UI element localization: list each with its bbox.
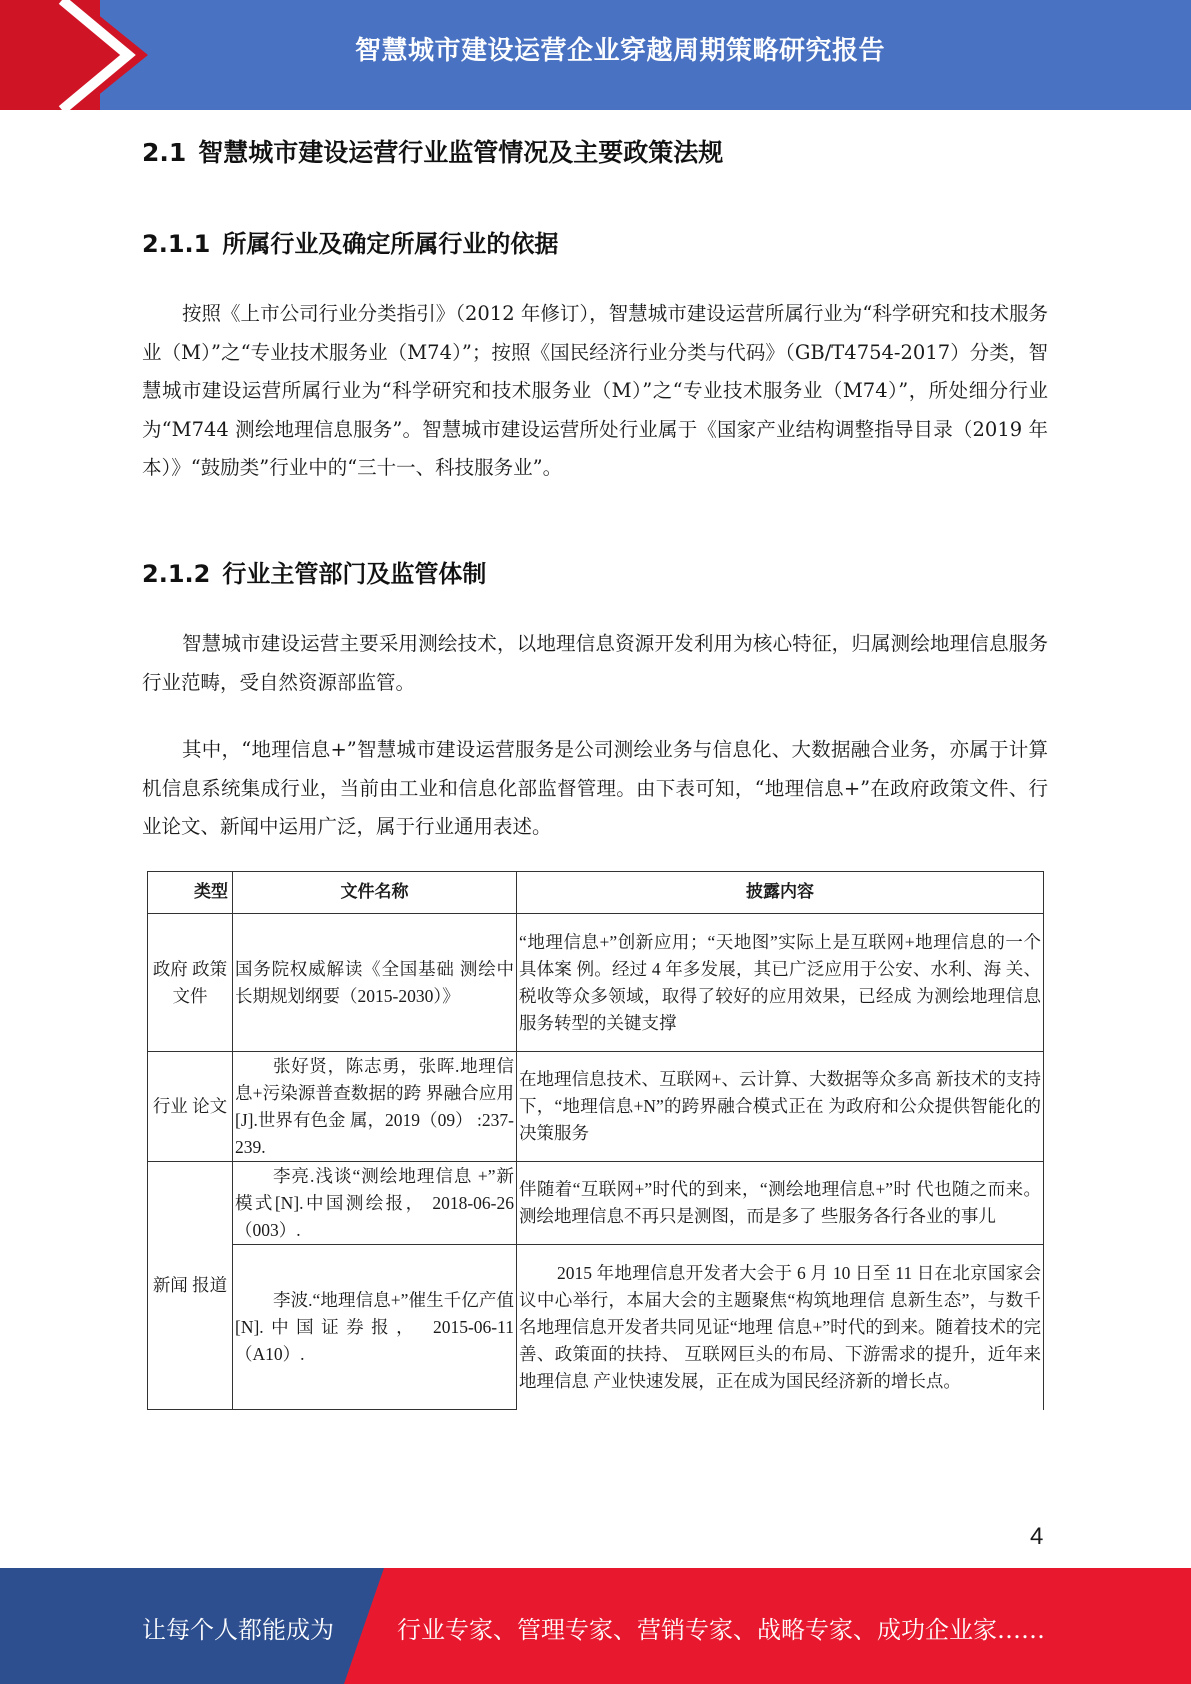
column-header-type: 类型 (148, 872, 233, 914)
cell-doc-name: 李亮.浅谈“测绘地理信息 +”新模式[N].中国测绘报， 2018-06-26 （003）. (233, 1162, 517, 1245)
section-number: 2.1 (142, 138, 187, 167)
cell-doc-name: 张好贤，陈志勇，张晖.地理信息+污染源普查数据的跨 界融合应用[J].世界有色金 属，2019（09） :237-239. (233, 1052, 517, 1162)
page-footer (0, 1568, 1191, 1684)
table-row (148, 1162, 1044, 1245)
paragraph-geo-info-plus: 其中，“地理信息+”智慧城市建设运营服务是公司测绘业务与信息化、大数据融合业务，亦属于计算机信息系统集成行业，当前由工业和信息化部监督管理。由下表可知，“地理信息+”在政府政策文件、行业论文、新闻中运用广泛，属于行业通用表述。 (142, 738, 1048, 838)
page-header (0, 0, 1191, 110)
section-title: 智慧城市建设运营行业监管情况及主要政策法规 (198, 138, 724, 167)
subsection-title: 所属行业及确定所属行业的依据 (222, 230, 559, 258)
cell-content: 在地理信息技术、互联网+、云计算、大数据等众多高 新技术的支持下，“地理信息+N”的跨界融合模式正在 为政府和公众提供智能化的决策服务 (517, 1052, 1044, 1162)
cell-type: 行业 论文 (148, 1052, 233, 1162)
report-title: 智慧城市建设运营企业穿越周期策略研究报告 (354, 36, 885, 66)
cell-type: 政府 政策 文件 (148, 914, 233, 1052)
section-heading (142, 133, 723, 169)
table-row (148, 914, 1044, 1052)
cell-doc-name: 国务院权威解读《全国基础 测绘中长期规划纲要（2015-2030）》 (233, 914, 517, 1052)
subsection-number: 2.1.1 (142, 230, 211, 258)
cell-doc-name: 李波.“地理信息+”催生千亿产值[N].中国证券报， 2015-06-11（A10）. (233, 1245, 517, 1410)
cell-type: 新闻 报道 (148, 1162, 233, 1410)
subsection-number: 2.1.2 (142, 560, 211, 588)
subsection-title: 行业主管部门及监管体制 (222, 560, 487, 588)
table-row (148, 1052, 1044, 1162)
subsection-heading-2 (142, 554, 486, 589)
cell-content: 伴随着“互联网+”时代的到来，“测绘地理信息+”时 代也随之而来。测绘地理信息不再只是测图，而是多了 些服务各行各业的事儿 (517, 1162, 1044, 1245)
footer-slogan-left: 让每个人都能成为 (142, 1616, 334, 1644)
cell-content: 2015 年地理信息开发者大会于 6 月 10 日至 11 日在北京国家会议中心举行，本届大会的主题聚焦“构筑地理信 息新生态”，与数千名地理信息开发者共同见证“地理 信息+”时代的到来。随着技术的完善、政策面的扶持、 互联网巨头的布局、下游需求的提升，近年来地理信息 产业快速发展，正在成为国民经济新的增长点。 (517, 1245, 1044, 1410)
disclosure-table (147, 871, 1044, 1410)
paragraph-industry-classification: 按照《上市公司行业分类指引》（2012 年修订），智慧城市建设运营所属行业为“科学研究和技术服务业（M）”之“专业技术服务业（M74）”；按照《国民经济行业分类与代码》（GB/T4754-2017）分类，智慧城市建设运营所属行业为“科学研究和技术服务业（M）”之“专业技术服务业（M74）”，所处细分行业为“M744 测绘地理信息服务”。智慧城市建设运营所处行业属于《国家产业结构调整指导目录（2019 年本）》“鼓励类”行业中的“三十一、科技服务业”。 (142, 302, 1048, 479)
subsection-heading-1 (142, 224, 558, 259)
column-header-doc-name: 文件名称 (233, 872, 517, 914)
footer-slogan-right: 行业专家、管理专家、营销专家、战略专家、成功企业家…… (397, 1616, 1045, 1644)
cell-content: “地理信息+”创新应用；“天地图”实际上是互联网+地理信息的一个具体案 例。经过 4 年多发展，其已广泛应用于公安、水利、海 关、税收等众多领域，取得了较好的应用效果，已经成 为测绘地理信息服务转型的关键支撑 (517, 914, 1044, 1052)
paragraph-regulation: 智慧城市建设运营主要采用测绘技术，以地理信息资源开发利用为核心特征，归属测绘地理信息服务行业范畴，受自然资源部监管。 (142, 632, 1048, 694)
table-row (148, 1245, 1044, 1410)
table-header-row (148, 872, 1044, 914)
column-header-content: 披露内容 (517, 872, 1044, 914)
page-number: 4 (1030, 1523, 1044, 1550)
header-chevron-icon (0, 0, 150, 110)
